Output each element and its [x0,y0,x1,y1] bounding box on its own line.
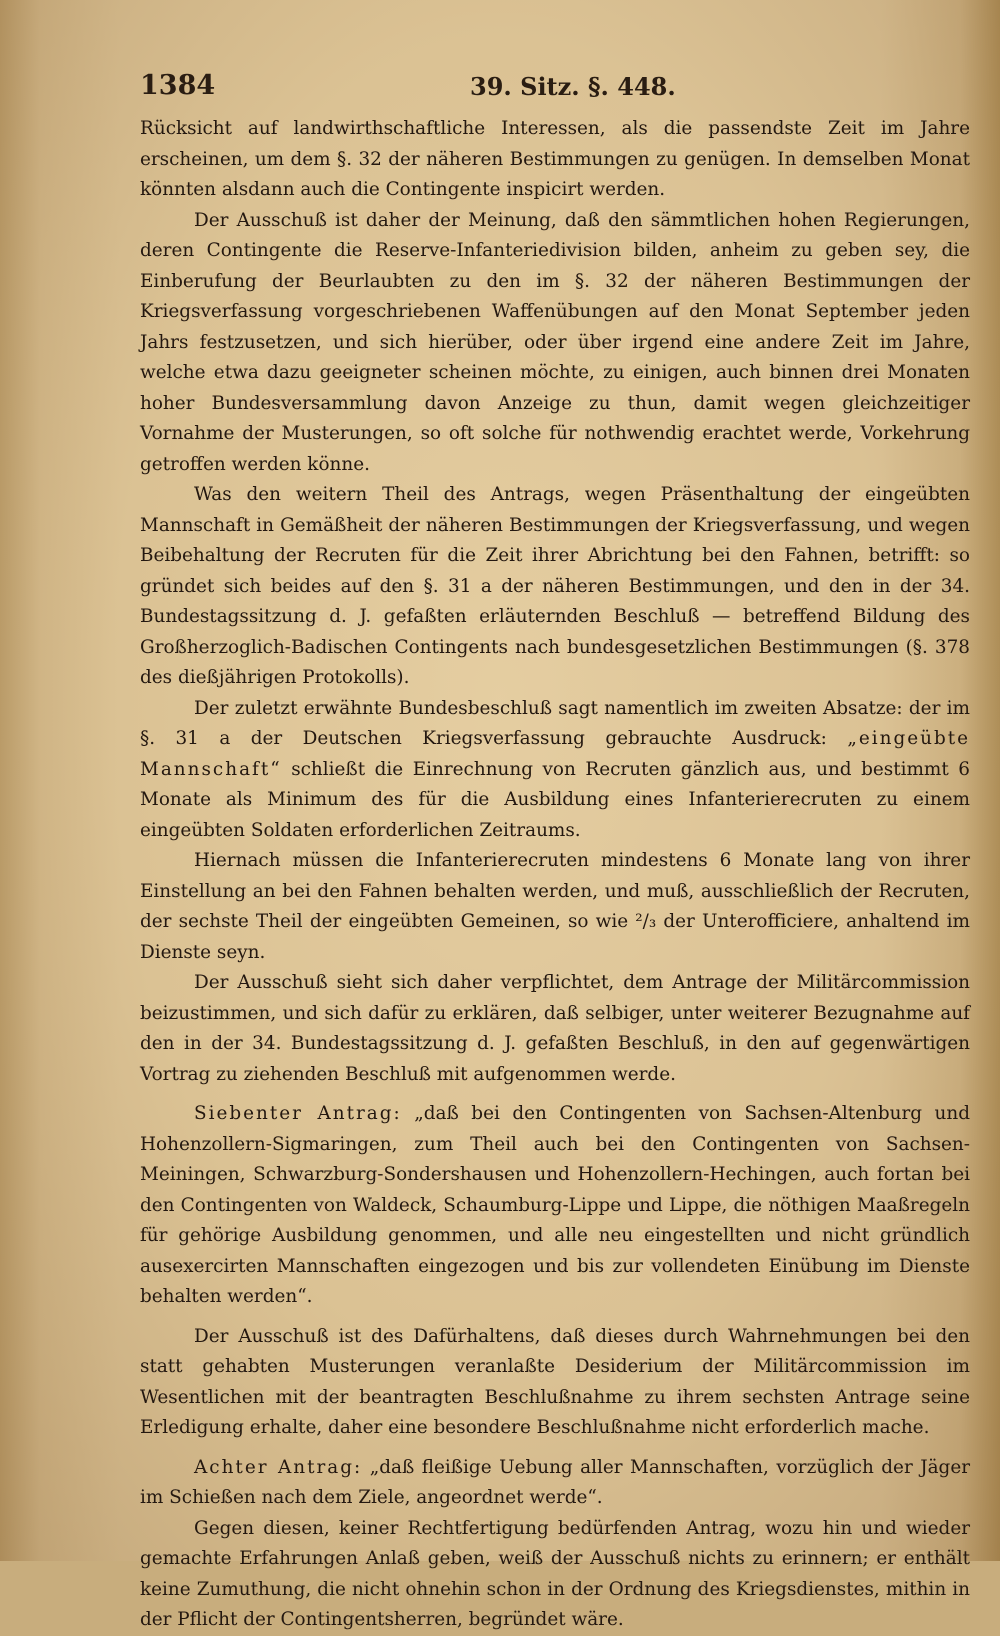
paragraph-text: Hiernach müssen die Infanterierecruten mindestens 6 Monate lang von ihrer Einstellung an bei den Fahnen behalten werden, und muß, ausschließlich der Recruten, der sechste Theil der eingeübten Gemeinen, so wie ²/₃ der Unterofficiere, anhaltend im Dienste seyn. [140,850,970,963]
paragraph [140,694,970,847]
quoted-term: „eingeübte Mannschaft“ [140,728,970,780]
paragraph-text: Rücksicht auf landwirthschaftliche Interessen, als die passendste Zeit im Jahre erscheinen, um dem §. 32 der näheren Bestimmungen zu genügen. In demselben Monat könnten alsdann auch die Contingente inspicirt werden. [140,118,970,200]
paragraph-text: Gegen diesen, keiner Rechtfertigung bedürfenden Antrag, wozu hin und wieder gemachte Erfahrungen Anlaß geben, weiß der Ausschuß nichts zu erinnern; er enthält keine Zumuthung, die nicht ohnehin schon in der Ordnung des Kriegsdienstes, mithin in der Pflicht der Contingentsherren, begründet wäre. [140,1517,970,1630]
paragraph-text: schließt die Einrechnung von Recruten gänzlich aus, und bestimmt 6 Monate als Minimum des für die Ausbildung eines Infanterierecruten zu einem eingeübten Soldaten erforderlichen Zeitraums. [140,758,970,841]
page-header [140,70,968,110]
paragraph [140,1099,970,1313]
paragraph-text: Der Ausschuß ist des Dafürhaltens, daß dieses durch Wahrnehmungen bei den statt gehabten Musterungen veranlaßte Desiderium der Militärcommission im Wesentlichen mit der beantragten Beschlußnahme zu ihrem sechsten Antrage seine Erledigung erhalte, daher eine besondere Beschlußnahme nicht erforderlich mache. [140,1325,970,1438]
paragraph [140,1453,970,1514]
paragraph [140,1514,970,1636]
paragraph-text: Was den weitern Theil des Antrags, wegen Präsenthaltung der eingeübten Mannschaft in Gemäßheit der näheren Bestimmungen der Kriegsverfassung, und wegen Beibehaltung der Recruten für die Zeit ihrer Abrichtung bei den Fahnen, betrifft: so gründet sich beides auf den §. 31 a der näheren Bestimmungen, und den in der 34. Bundestagssitzung d. J. gefaßten erläuternden Beschluß — betreffend Bildung des Großherzoglich-Badischen Contingents nach bundesgesetzlichen Bestimmungen (§. 378 des dießjährigen Protokolls). [140,484,970,688]
paragraph-text: „daß fleißige Uebung aller Mannschaften, vorzüglich der Jäger im Schießen nach dem Ziele, angeordnet werde“. [140,1456,971,1508]
motion-label: Siebenter Antrag: [194,1103,402,1124]
paragraph-text: Der Ausschuß ist daher der Meinung, daß den sämmtlichen hohen Regierungen, deren Contingente die Reserve-Infanteriedivision bilden, anheim zu geben sey, die Einberufung der Beurlaubten zu den im §. 32 der näheren Bestimmungen der Kriegsverfassung vorgeschriebenen Waffenübungen auf den Monat September jeden Jahrs festzusetzen, und sich hierüber, oder über irgend eine andere Zeit im Jahre, welche etwa dazu geeigneter scheinen möchte, zu einigen, auch binnen drei Monaten hoher Bundesversammlung davon Anzeige zu thun, damit wegen gleichzeitiger Vornahme der Musterungen, so oft solche für nothwendig erachtet werde, Vorkehrung getroffen werden könne. [140,209,970,475]
paragraph [140,846,970,968]
paragraph-text: Der Ausschuß sieht sich daher verpflichtet, dem Antrage der Militärcommission beizustimmen, und sich dafür zu erklären, daß selbiger, unter weiterer Bezugnahme auf den in der 34. Bundestagssitzung d. J. gefaßten Beschluß, in den auf gegenwärtigen Vortrag zu ziehenden Beschluß mit aufgenommen werde. [140,972,970,1085]
paragraph [140,114,970,206]
paragraph [140,968,970,1090]
motion-label: Achter Antrag: [194,1456,363,1478]
paragraph [140,206,970,481]
paragraph [140,1322,970,1444]
page-number: 1384 [140,70,216,101]
paragraph [140,480,970,694]
paragraph-text: „daß bei den Contingenten von Sachsen-Altenburg und Hohenzollern-Sigmaringen, zum Theil auch bei den Contingenten von Sachsen-Meiningen, Schwarzburg-Sondershausen und Hohenzollern-Hechingen, auch fortan bei den Contingenten von Waldeck, Schaumburg-Lippe und Lippe, die nöthigen Maaßregeln für gehörige Ausbildung genommen, und alle neu eingestellten und nicht gründlich ausexercirten Mannschaften eingezogen und bis zur vollendeten Einübung im Dienste behalten werden“. [140,1103,970,1307]
running-head: 39. Sitz. §. 448. [470,72,676,101]
body-text [140,114,970,1636]
paragraph-text: Der zuletzt erwähnte Bundesbeschluß sagt namentlich im zweiten Absatze: der im §. 31 a der Deutschen Kriegsverfassung gebrauchte Ausdruck: [140,697,970,749]
